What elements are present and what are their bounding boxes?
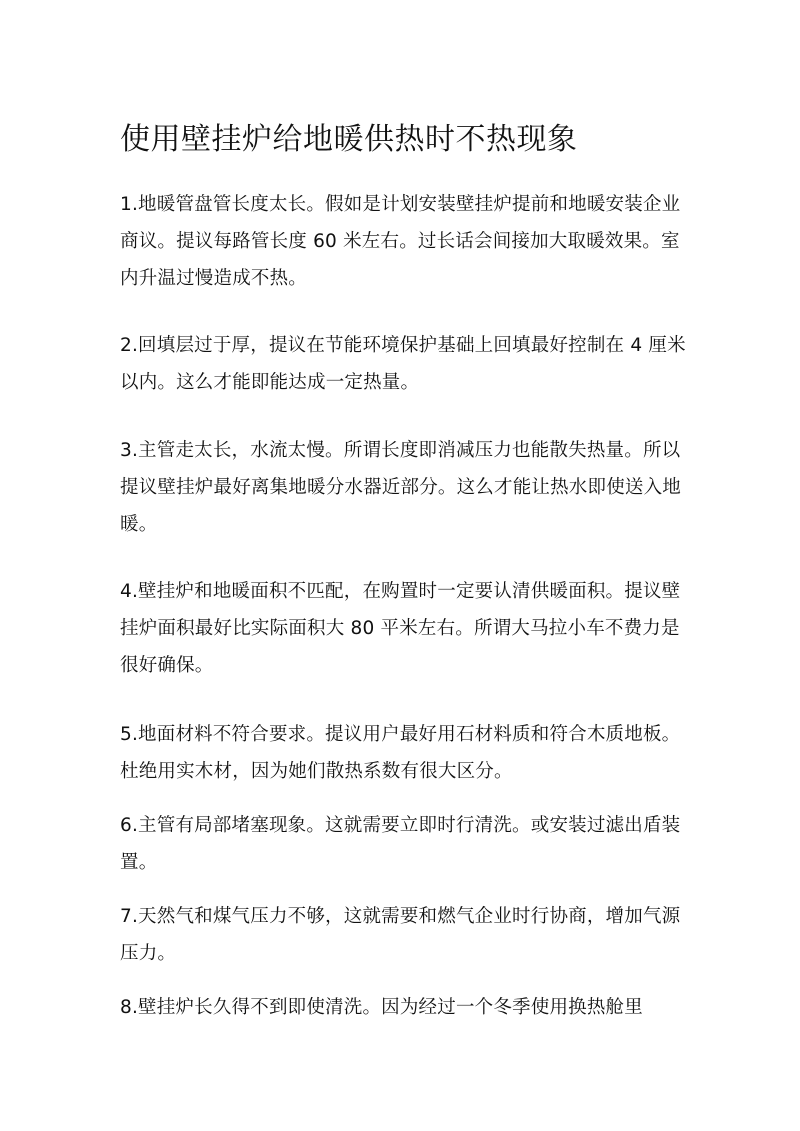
page-title: 使用壁挂炉给地暖供热时不热现象 bbox=[120, 122, 578, 157]
paragraph-1: 1.地暖管盘管长度太长。假如是计划安装壁挂炉提前和地暖安装企业商议。提议每路管长度 60 米左右。过长话会间接加大取暖效果。室内升温过慢造成不热。 bbox=[120, 194, 681, 289]
paragraph-4: 4.壁挂炉和地暖面积不匹配，在购置时一定要认清供暖面积。提议壁挂炉面积最好比实际面积大 80 平米左右。所谓大马拉小车不费力是很好确保。 bbox=[120, 581, 681, 676]
paragraph-2: 2.回填层过于厚，提议在节能环境保护基础上回填最好控制在 4 厘米以内。这么才能即能达成一定热量。 bbox=[120, 335, 686, 393]
paragraph-3: 3.主管走太长，水流太慢。所谓长度即消减压力也能散失热量。所以提议壁挂炉最好离集地暖分水器近部分。这么才能让热水即使送入地暖。 bbox=[120, 440, 682, 535]
paragraph-6: 6.主管有局部堵塞现象。这就需要立即时行清洗。或安装过滤出盾装置。 bbox=[120, 815, 681, 873]
paragraph-7: 7.天然气和煤气压力不够，这就需要和燃气企业时行协商，增加气源压力。 bbox=[120, 906, 681, 964]
paragraph-8: 8.壁挂炉长久得不到即使清洗。因为经过一个冬季使用换热舱里 bbox=[120, 997, 643, 1018]
paragraph-5: 5.地面材料不符合要求。提议用户最好用石材料质和符合木质地板。杜绝用实木材，因为她们散热系数有很大区分。 bbox=[120, 724, 681, 782]
